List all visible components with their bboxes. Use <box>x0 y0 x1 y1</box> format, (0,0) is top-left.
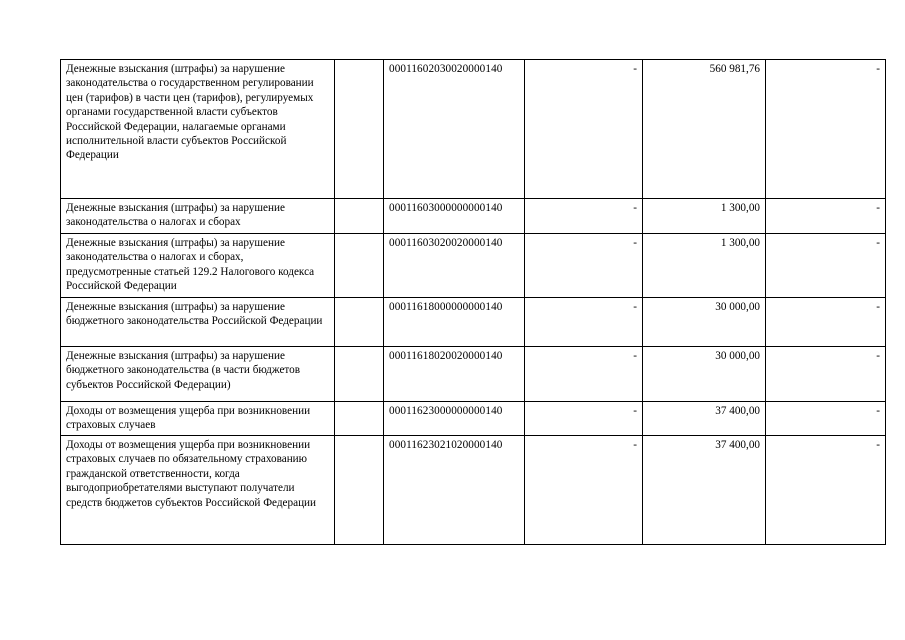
unexecuted-value-cell: - <box>766 298 886 347</box>
executed-amount-cell: 1 300,00 <box>643 234 766 298</box>
table-row <box>61 199 886 234</box>
income-name-cell: Денежные взыскания (штрафы) за нарушение бюджетного законодательства (в части бюджетов субъектов Российской Федерации) <box>61 347 335 402</box>
budget-code-cell: 00011623021020000140 <box>384 436 525 545</box>
empty-cell <box>335 199 384 234</box>
income-name-cell: Денежные взыскания (штрафы) за нарушение законодательства о государственном регулировании цен (тарифов) в части цен (тарифов), регулируемых органами государственной власти субъектов Российской Федерации, налагаемые органами исполнительной власти субъектов Российской Федерации <box>61 60 335 199</box>
executed-amount-cell: 560 981,76 <box>643 60 766 199</box>
revenue-table-body <box>61 60 886 545</box>
empty-cell <box>335 298 384 347</box>
approved-value-cell: - <box>525 199 643 234</box>
income-name-cell: Доходы от возмещения ущерба при возникновении страховых случаев <box>61 402 335 436</box>
empty-cell <box>335 60 384 199</box>
income-name-cell: Денежные взыскания (штрафы) за нарушение законодательства о налогах и сборах <box>61 199 335 234</box>
empty-cell <box>335 402 384 436</box>
approved-value-cell: - <box>525 234 643 298</box>
executed-amount-cell: 37 400,00 <box>643 436 766 545</box>
empty-cell <box>335 436 384 545</box>
income-name-cell: Денежные взыскания (штрафы) за нарушение законодательства о налогах и сборах, предусмотренные статьей 129.2 Налогового кодекса Российской Федерации <box>61 234 335 298</box>
unexecuted-value-cell: - <box>766 60 886 199</box>
executed-amount-cell: 30 000,00 <box>643 298 766 347</box>
empty-cell <box>335 234 384 298</box>
unexecuted-value-cell: - <box>766 199 886 234</box>
empty-cell <box>335 347 384 402</box>
table-row <box>61 234 886 298</box>
table-row <box>61 402 886 436</box>
budget-code-cell: 00011618020020000140 <box>384 347 525 402</box>
budget-code-cell: 00011603000000000140 <box>384 199 525 234</box>
approved-value-cell: - <box>525 347 643 402</box>
table-row <box>61 298 886 347</box>
unexecuted-value-cell: - <box>766 402 886 436</box>
approved-value-cell: - <box>525 402 643 436</box>
table-row <box>61 60 886 199</box>
unexecuted-value-cell: - <box>766 347 886 402</box>
budget-code-cell: 00011603020020000140 <box>384 234 525 298</box>
revenue-table <box>60 59 886 545</box>
executed-amount-cell: 30 000,00 <box>643 347 766 402</box>
executed-amount-cell: 37 400,00 <box>643 402 766 436</box>
income-name-cell: Денежные взыскания (штрафы) за нарушение бюджетного законодательства Российской Федерации <box>61 298 335 347</box>
unexecuted-value-cell: - <box>766 436 886 545</box>
budget-code-cell: 00011623000000000140 <box>384 402 525 436</box>
table-row <box>61 347 886 402</box>
table-row <box>61 436 886 545</box>
approved-value-cell: - <box>525 60 643 199</box>
unexecuted-value-cell: - <box>766 234 886 298</box>
income-name-cell: Доходы от возмещения ущерба при возникновении страховых случаев по обязательному страхованию гражданской ответственности, когда выгодоприобретателями выступают получатели средств бюджетов субъектов Российской Федерации <box>61 436 335 545</box>
executed-amount-cell: 1 300,00 <box>643 199 766 234</box>
approved-value-cell: - <box>525 436 643 545</box>
budget-code-cell: 00011618000000000140 <box>384 298 525 347</box>
budget-code-cell: 00011602030020000140 <box>384 60 525 199</box>
approved-value-cell: - <box>525 298 643 347</box>
